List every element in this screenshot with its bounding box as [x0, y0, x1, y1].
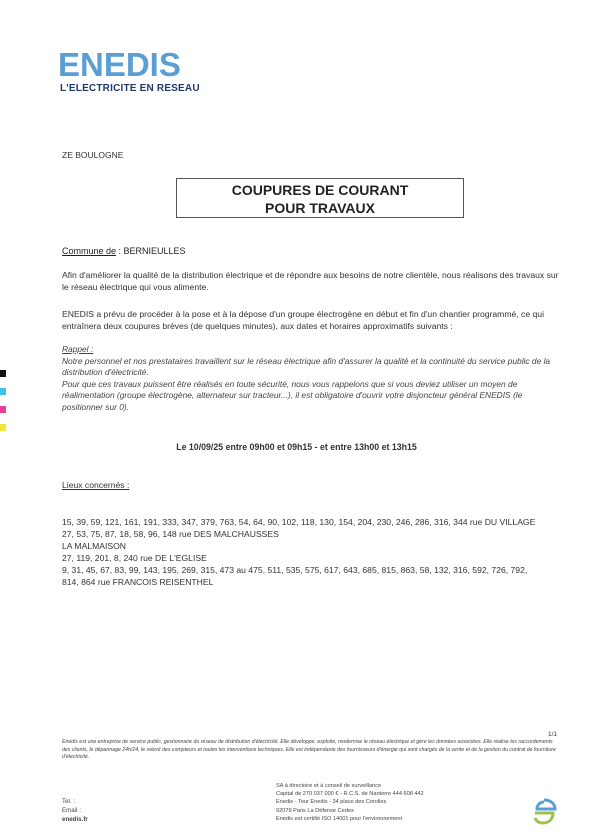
- footer-tel: Tel. :: [62, 798, 76, 805]
- footer-contact: [62, 797, 88, 824]
- generator-paragraph: ENEDIS a prévu de procéder à la pose et à la dépose d'un groupe électrogène en début et fin d'un chantier programmé, ce qui entraînera deux coupures brèves (de quelques minutes), aux dates et horaires approximatifs suivants :: [62, 309, 544, 331]
- legal-line: Enedis est certifié ISO 14001 pour l'environnement: [276, 815, 403, 822]
- address-line: 15, 39, 59, 121, 161, 191, 333, 347, 379, 763, 54, 64, 90, 102, 118, 130, 154, 204, 230, 246, 286, 316, 344 rue DU VILLAGE: [62, 517, 536, 527]
- print-mark-black: [0, 370, 6, 377]
- address-line: LA MALMAISON: [62, 541, 126, 551]
- commune-label: Commune de: [62, 246, 117, 256]
- rappel-line-1: Notre personnel et nos prestataires travaillent sur le réseau électrique afin d'assurer la qualité et la continuité du service public de la distribution d'électricité.: [62, 355, 551, 377]
- address-line: 814, 864 rue FRANCOIS REISENTHEL: [62, 577, 214, 587]
- page-number: 1/1: [548, 731, 558, 738]
- footer-legal: [276, 782, 424, 823]
- legal-line: 92079 Paris La Défense Cedex: [276, 807, 354, 814]
- footer-website[interactable]: enedis.fr: [62, 816, 88, 823]
- logo-text: ENEDIS: [58, 46, 181, 83]
- enedis-footer-logo-icon: [531, 798, 557, 826]
- print-mark-cyan: [0, 388, 6, 395]
- footer-email: Email :: [62, 807, 81, 814]
- legal-line: Enedis - Tour Enedis - 34 place des Corolles: [276, 799, 387, 806]
- commune-value: : BERNIEULLES: [116, 246, 186, 256]
- print-mark-yellow: [0, 424, 6, 431]
- rappel-block: [62, 344, 562, 413]
- schedule-line: Le 10/09/25 entre 09h00 et 09h15 - et entre 13h00 et 13h15: [176, 442, 417, 452]
- enedis-logo-wordmark: [58, 46, 181, 84]
- address-line: 27, 53, 75, 87, 18, 58, 96, 148 rue DES MALCHAUSSES: [62, 529, 279, 539]
- title-line-1: COUPURES DE COURANT: [231, 182, 409, 198]
- legal-line: Capital de 270 037 000 € - R.C.S. de Nanterre 444 608 442: [276, 791, 424, 798]
- commune-line: [62, 246, 186, 256]
- agency-name: ZE BOULOGNE: [62, 150, 124, 160]
- intro-paragraph: Afin d'améliorer la qualité de la distribution électrique et de répondre aux besoins de notre clientèle, nous réalisons des travaux sur le réseau électrique qui vous alimente.: [62, 270, 559, 292]
- legal-line: SA à directoire et à conseil de surveillance: [276, 783, 382, 789]
- logo-tagline: L'ELECTRICITE EN RESEAU: [60, 83, 200, 94]
- title-line-2: POUR TRAVAUX: [265, 200, 375, 216]
- address-list: [62, 516, 562, 588]
- rappel-line-2: Pour que ces travaux puissent être réalisés en toute sécurité, nous vous rappelons que si vous deviez utiliser un moyen de réalimentation (groupe électrogène, alternateur sur tracteur...), il est obligatoire d'ouvrir votre disjoncteur général ENEDIS (le positionner sur 0).: [62, 378, 523, 412]
- title-box: [176, 178, 464, 218]
- footer-note: Enedis est une entreprise de service public, gestionnaire du réseau de distribution d'électricité. Elle développe, exploite, modernise le réseau électrique et gère les données associées. Elle réalise les raccordements des clients, le dépannage 24h/24, le relevé des compteurs et toutes les interventions techniques. Elle est indépendante des fournisseurs d'énergie qui sont chargés de la vente et de la gestion du contrat de fourniture d'électricité.: [62, 739, 556, 760]
- print-mark-magenta: [0, 406, 6, 413]
- rappel-heading: Rappel :: [62, 344, 94, 354]
- address-line: 27, 119, 201, 8, 240 rue DE L'EGLISE: [62, 553, 207, 563]
- address-line: 9, 31, 45, 67, 83, 99, 143, 195, 269, 315, 473 au 475, 511, 535, 575, 617, 643, 685, 815, 863, 58, 132, 316, 592, 726, 792,: [62, 565, 528, 575]
- lieux-label: Lieux concernés :: [62, 480, 130, 490]
